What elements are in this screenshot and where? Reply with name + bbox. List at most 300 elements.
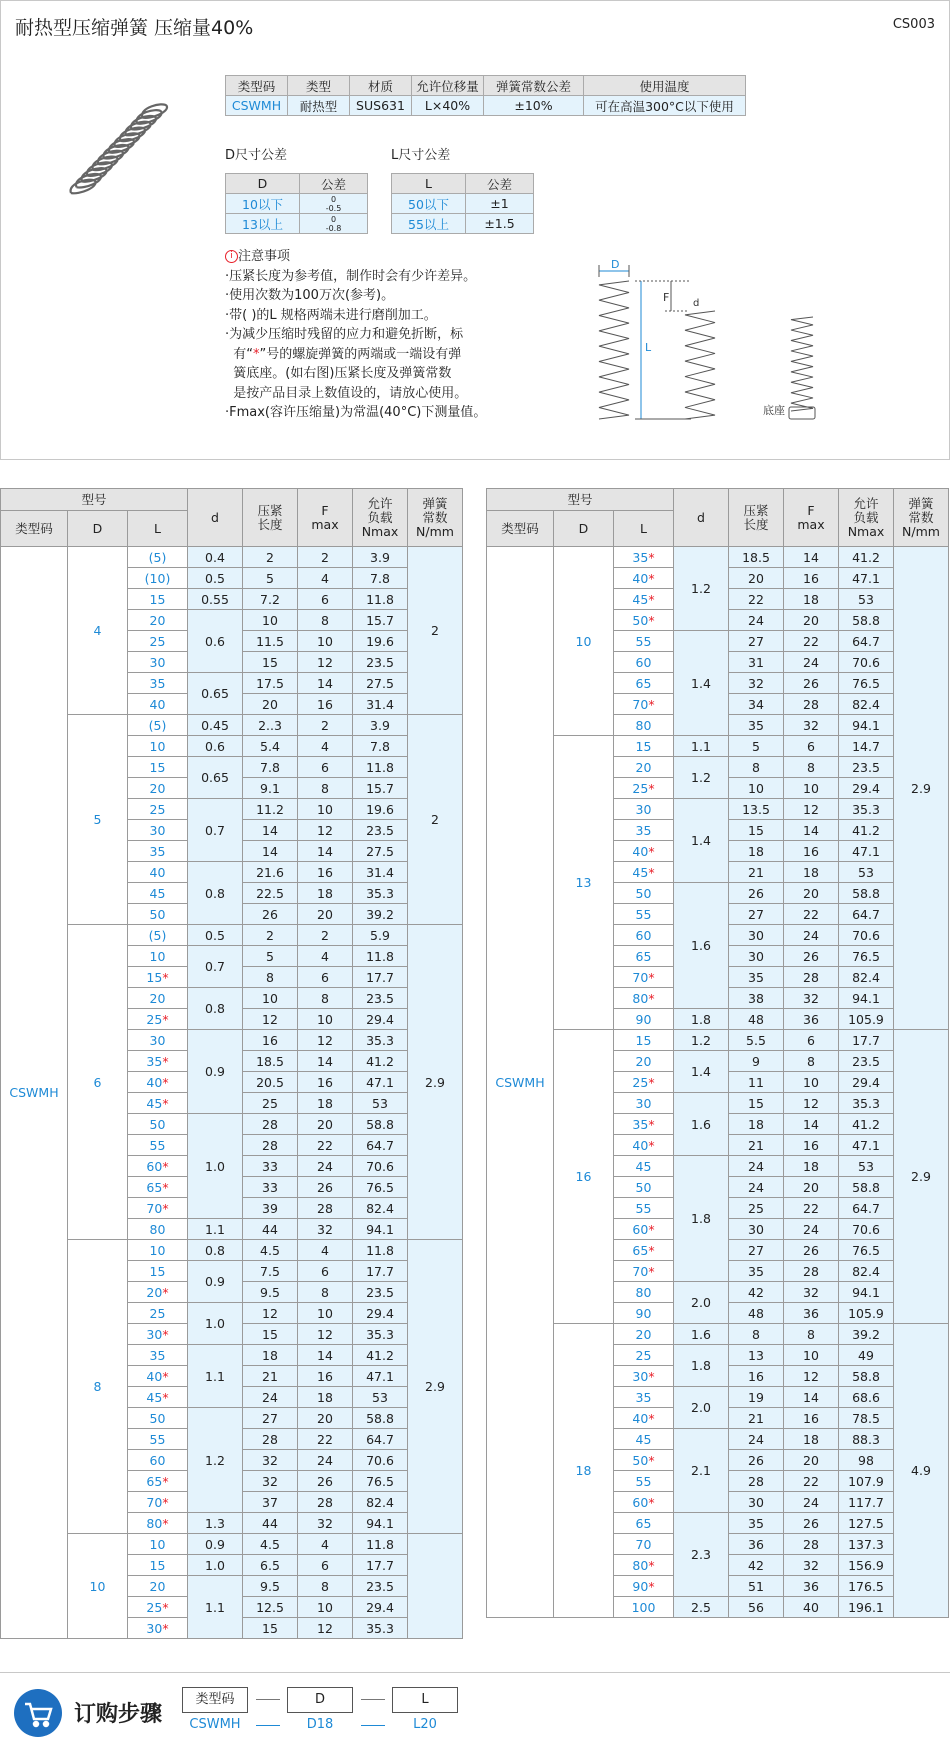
cell-solid-length: 19 xyxy=(729,1387,784,1408)
table-row xyxy=(1,1534,463,1555)
cell-fmax: 20 xyxy=(298,1114,353,1135)
cell-d: 0.5 xyxy=(188,925,243,946)
cell-nmax: 127.5 xyxy=(839,1513,894,1534)
order-steps xyxy=(0,1672,950,1747)
spec-table-right xyxy=(486,488,949,1618)
cell-d: 1.0 xyxy=(188,1114,243,1219)
cell-L: 65* xyxy=(128,1471,188,1492)
cell-L: 10 xyxy=(128,1534,188,1555)
cell-L: 25* xyxy=(128,1009,188,1030)
cell-fmax: 8 xyxy=(298,1282,353,1303)
cell-nmax: 23.5 xyxy=(353,988,408,1009)
header-D: D xyxy=(68,511,128,547)
cell-nmax: 76.5 xyxy=(353,1177,408,1198)
cell-L: 30 xyxy=(128,1030,188,1051)
cell-nmax: 94.1 xyxy=(839,988,894,1009)
cell-k: 4.9 xyxy=(894,1324,949,1618)
cell-nmax: 23.5 xyxy=(353,652,408,673)
cell-L: 55 xyxy=(614,904,674,925)
cell-d: 0.9 xyxy=(188,1030,243,1114)
cell-L: 45 xyxy=(614,1429,674,1450)
header-fmax: F max xyxy=(298,489,353,547)
cell-fmax: 4 xyxy=(298,1240,353,1261)
cell-solid-length: 37 xyxy=(243,1492,298,1513)
cell-fmax: 10 xyxy=(298,799,353,820)
cell-solid-length: 11.5 xyxy=(243,631,298,652)
cell-fmax: 8 xyxy=(298,988,353,1009)
cell-fmax: 14 xyxy=(784,820,839,841)
col-l: L xyxy=(392,174,466,194)
cell-fmax: 26 xyxy=(784,946,839,967)
cell-d: 1.8 xyxy=(674,1156,729,1282)
note-line: ·压紧长度为参考值，制作时会有少许差异。 xyxy=(225,268,477,284)
cell-L: 15 xyxy=(128,1555,188,1576)
cell-solid-length: 9.5 xyxy=(243,1282,298,1303)
cell-solid-length: 5 xyxy=(243,568,298,589)
cell-solid-length: 31 xyxy=(729,652,784,673)
cell-fmax: 8 xyxy=(298,1576,353,1597)
label-L: L xyxy=(645,341,652,354)
cell-fmax: 12 xyxy=(298,652,353,673)
cell-solid-length: 18 xyxy=(243,1345,298,1366)
cell-nmax: 53 xyxy=(353,1093,408,1114)
cell-solid-length: 28 xyxy=(243,1114,298,1135)
cell-L: 35 xyxy=(614,820,674,841)
cell-L: 30 xyxy=(128,820,188,841)
d-tolerance-title: D尺寸公差 xyxy=(225,148,288,163)
cell-nmax: 29.4 xyxy=(353,1009,408,1030)
table-row xyxy=(1,925,463,946)
cell-d: 1.2 xyxy=(188,1408,243,1513)
cell-L: 25* xyxy=(128,1597,188,1618)
cell-d: 0.5 xyxy=(188,568,243,589)
cell-L: 20 xyxy=(614,1324,674,1345)
col-tol: 公差 xyxy=(300,174,368,194)
cell-fmax: 6 xyxy=(784,1030,839,1051)
cell-nmax: 82.4 xyxy=(839,967,894,988)
cell-solid-length: 14 xyxy=(243,841,298,862)
cell-solid-length: 42 xyxy=(729,1282,784,1303)
header-D: D xyxy=(554,511,614,547)
cell-D: 10 xyxy=(554,547,614,736)
cell-d: 0.8 xyxy=(188,1240,243,1261)
cell-nmax: 70.6 xyxy=(839,925,894,946)
cell-nmax: 105.9 xyxy=(839,1303,894,1324)
cell-solid-length: 6.5 xyxy=(243,1555,298,1576)
spec-cell: L×40% xyxy=(412,96,484,116)
cell-nmax: 47.1 xyxy=(839,1135,894,1156)
cell-L: 35* xyxy=(614,547,674,568)
cell-fmax: 4 xyxy=(298,568,353,589)
cell-L: 20 xyxy=(128,610,188,631)
cell-type-code: CSWMH xyxy=(487,547,554,1618)
cell-fmax: 10 xyxy=(298,1009,353,1030)
cell-L: 25* xyxy=(614,778,674,799)
cell-L: 60* xyxy=(128,1156,188,1177)
cell-nmax: 53 xyxy=(839,862,894,883)
cell-fmax: 18 xyxy=(298,1093,353,1114)
order-value-type: CSWMH xyxy=(189,1717,241,1732)
cell-solid-length: 9.1 xyxy=(243,778,298,799)
cell-solid-length: 5.4 xyxy=(243,736,298,757)
cell-nmax: 39.2 xyxy=(839,1324,894,1345)
cell-d: 0.9 xyxy=(188,1534,243,1555)
header-type-code: 类型码 xyxy=(1,511,68,547)
cell-nmax: 29.4 xyxy=(353,1597,408,1618)
cell-solid-length: 2..3 xyxy=(243,715,298,736)
cell-D: 16 xyxy=(554,1030,614,1324)
cell-nmax: 58.8 xyxy=(839,1177,894,1198)
cell-nmax: 117.7 xyxy=(839,1492,894,1513)
spec-header: 弹簧常数公差 xyxy=(484,76,584,96)
cell-solid-length: 24 xyxy=(729,610,784,631)
cell-L: 40 xyxy=(128,862,188,883)
cell-nmax: 82.4 xyxy=(353,1198,408,1219)
cell-L: 50 xyxy=(128,904,188,925)
header-model: 型号 xyxy=(1,489,188,511)
cell-solid-length: 21 xyxy=(729,1408,784,1429)
cell-L: 30* xyxy=(128,1618,188,1639)
cell-k: 2 xyxy=(408,547,463,715)
cell-fmax: 20 xyxy=(784,883,839,904)
table-row xyxy=(487,547,949,568)
l-tol-value: ±1 xyxy=(466,194,534,214)
cell-nmax: 58.8 xyxy=(839,610,894,631)
cell-fmax: 26 xyxy=(298,1471,353,1492)
cell-fmax: 20 xyxy=(298,1408,353,1429)
cell-solid-length: 42 xyxy=(729,1555,784,1576)
cell-fmax: 28 xyxy=(298,1492,353,1513)
cell-fmax: 10 xyxy=(784,1345,839,1366)
cell-k: 2.9 xyxy=(894,1030,949,1324)
cell-solid-length: 24 xyxy=(243,1387,298,1408)
cell-fmax: 40 xyxy=(784,1597,839,1618)
cell-L: 25 xyxy=(128,1303,188,1324)
cell-fmax: 6 xyxy=(298,1261,353,1282)
cell-L: 55 xyxy=(128,1429,188,1450)
cell-nmax: 76.5 xyxy=(353,1471,408,1492)
cell-nmax: 7.8 xyxy=(353,736,408,757)
cell-L: 35* xyxy=(128,1051,188,1072)
spring-diagram xyxy=(591,251,831,431)
cell-nmax: 64.7 xyxy=(839,904,894,925)
cell-L: 90* xyxy=(614,1576,674,1597)
cell-fmax: 24 xyxy=(784,925,839,946)
cell-fmax: 4 xyxy=(298,736,353,757)
cell-d: 0.65 xyxy=(188,673,243,715)
cell-d: 1.1 xyxy=(188,1219,243,1240)
cell-solid-length: 5 xyxy=(243,946,298,967)
header-model: 型号 xyxy=(487,489,674,511)
cell-solid-length: 11.2 xyxy=(243,799,298,820)
cell-L: 25 xyxy=(128,631,188,652)
cell-solid-length: 24 xyxy=(729,1429,784,1450)
cell-fmax: 36 xyxy=(784,1303,839,1324)
cell-fmax: 8 xyxy=(784,757,839,778)
cell-L: 70* xyxy=(614,967,674,988)
cell-nmax: 94.1 xyxy=(353,1513,408,1534)
cell-solid-length: 20.5 xyxy=(243,1072,298,1093)
cell-nmax: 58.8 xyxy=(839,883,894,904)
cell-solid-length: 11 xyxy=(729,1072,784,1093)
cell-nmax: 41.2 xyxy=(353,1345,408,1366)
cell-solid-length: 15 xyxy=(243,1324,298,1345)
cell-nmax: 47.1 xyxy=(353,1366,408,1387)
cell-fmax: 14 xyxy=(298,1345,353,1366)
cell-fmax: 10 xyxy=(298,1303,353,1324)
cell-solid-length: 14 xyxy=(243,820,298,841)
cell-nmax: 23.5 xyxy=(353,1576,408,1597)
cell-L: 60* xyxy=(614,1492,674,1513)
order-title: 订购步骤 xyxy=(74,1702,163,1727)
cell-fmax: 16 xyxy=(784,841,839,862)
label-d: d xyxy=(693,298,700,309)
cell-L: 45* xyxy=(614,862,674,883)
cell-d: 2.5 xyxy=(674,1597,729,1618)
cell-fmax: 20 xyxy=(784,610,839,631)
cell-L: 35* xyxy=(614,1114,674,1135)
cell-L: 40 xyxy=(128,694,188,715)
cell-L: 50 xyxy=(128,1408,188,1429)
cell-nmax: 49 xyxy=(839,1345,894,1366)
cell-d: 0.55 xyxy=(188,589,243,610)
cell-L: 35 xyxy=(128,841,188,862)
cell-nmax: 29.4 xyxy=(839,778,894,799)
cell-nmax: 47.1 xyxy=(839,841,894,862)
cell-D: 6 xyxy=(68,925,128,1240)
cell-d: 1.1 xyxy=(674,736,729,757)
cell-solid-length: 33 xyxy=(243,1156,298,1177)
cell-nmax: 58.8 xyxy=(839,1366,894,1387)
cell-solid-length: 15 xyxy=(729,1093,784,1114)
cell-solid-length: 28 xyxy=(243,1135,298,1156)
cell-d: 0.8 xyxy=(188,988,243,1030)
cell-solid-length: 18.5 xyxy=(729,547,784,568)
cell-nmax: 98 xyxy=(839,1450,894,1471)
cell-L: 40* xyxy=(614,1135,674,1156)
l-tolerance-title: L尺寸公差 xyxy=(391,148,451,163)
cell-L: 40* xyxy=(614,841,674,862)
cell-solid-length: 22.5 xyxy=(243,883,298,904)
spec-cell: ±10% xyxy=(484,96,584,116)
cell-fmax: 18 xyxy=(784,589,839,610)
cell-fmax: 26 xyxy=(784,1240,839,1261)
cell-fmax: 12 xyxy=(784,1093,839,1114)
cell-nmax: 11.8 xyxy=(353,757,408,778)
cell-L: 15* xyxy=(128,967,188,988)
info-icon: i xyxy=(225,250,238,263)
cell-solid-length: 30 xyxy=(729,1219,784,1240)
cell-fmax: 22 xyxy=(298,1135,353,1156)
cell-type-code: CSWMH xyxy=(1,547,68,1639)
header-nmax: 允许 负载 Nmax xyxy=(353,489,408,547)
cell-solid-length: 21 xyxy=(243,1366,298,1387)
cell-L: 60 xyxy=(128,1450,188,1471)
cell-solid-length: 32 xyxy=(729,673,784,694)
cell-nmax: 64.7 xyxy=(839,631,894,652)
cell-nmax: 64.7 xyxy=(353,1429,408,1450)
cell-fmax: 26 xyxy=(298,1177,353,1198)
cell-nmax: 53 xyxy=(353,1387,408,1408)
cell-L: 65 xyxy=(614,673,674,694)
cell-k: 2.9 xyxy=(408,925,463,1240)
cell-solid-length: 39 xyxy=(243,1198,298,1219)
cell-fmax: 28 xyxy=(784,967,839,988)
cell-L: 20* xyxy=(128,1282,188,1303)
cell-L: 70* xyxy=(614,1261,674,1282)
cell-nmax: 53 xyxy=(839,589,894,610)
cell-nmax: 41.2 xyxy=(353,1051,408,1072)
cell-d: 0.4 xyxy=(188,547,243,568)
cell-fmax: 20 xyxy=(784,1450,839,1471)
table-row xyxy=(487,1324,949,1345)
cell-L: 70* xyxy=(614,694,674,715)
cell-d: 2.0 xyxy=(674,1282,729,1324)
cell-L: 45* xyxy=(128,1093,188,1114)
cell-fmax: 14 xyxy=(784,1114,839,1135)
note-line: ·Fmax(容许压缩量)为常温(40°C)下测量值。 xyxy=(225,405,487,420)
cell-solid-length: 32 xyxy=(243,1471,298,1492)
cell-solid-length: 35 xyxy=(729,967,784,988)
cell-L: 10 xyxy=(128,946,188,967)
cell-fmax: 16 xyxy=(298,1366,353,1387)
cell-d: 1.6 xyxy=(674,1093,729,1156)
cell-solid-length: 13 xyxy=(729,1345,784,1366)
cell-solid-length: 2 xyxy=(243,925,298,946)
cell-fmax: 16 xyxy=(298,862,353,883)
cell-nmax: 35.3 xyxy=(353,1030,408,1051)
cell-fmax: 20 xyxy=(784,1177,839,1198)
cell-fmax: 4 xyxy=(298,946,353,967)
cell-nmax: 31.4 xyxy=(353,694,408,715)
cell-L: 70 xyxy=(614,1534,674,1555)
cell-L: 35 xyxy=(128,1345,188,1366)
cell-solid-length: 20 xyxy=(243,694,298,715)
page-title: 耐热型压缩弹簧 压缩量40% xyxy=(15,17,254,39)
cell-d: 0.7 xyxy=(188,799,243,862)
cell-nmax: 70.6 xyxy=(839,1219,894,1240)
cell-nmax: 35.3 xyxy=(353,1324,408,1345)
cell-d: 2.1 xyxy=(674,1429,729,1513)
cell-d: 2.0 xyxy=(674,1387,729,1429)
cell-fmax: 12 xyxy=(298,820,353,841)
cell-nmax: 35.3 xyxy=(839,1093,894,1114)
table-row xyxy=(487,736,949,757)
cell-solid-length: 22 xyxy=(729,589,784,610)
cell-L: 100 xyxy=(614,1597,674,1618)
cell-fmax: 12 xyxy=(784,799,839,820)
cell-solid-length: 4.5 xyxy=(243,1534,298,1555)
cell-fmax: 24 xyxy=(784,1492,839,1513)
cell-L: 30* xyxy=(614,1366,674,1387)
cell-solid-length: 10 xyxy=(243,988,298,1009)
cell-nmax: 94.1 xyxy=(839,1282,894,1303)
product-code: CS003 xyxy=(892,17,935,32)
cell-solid-length: 20 xyxy=(729,568,784,589)
cell-L: 15 xyxy=(614,1030,674,1051)
order-label-l: L xyxy=(392,1687,458,1713)
cell-solid-length: 28 xyxy=(243,1429,298,1450)
cell-nmax: 31.4 xyxy=(353,862,408,883)
cell-nmax: 3.9 xyxy=(353,547,408,568)
cell-fmax: 36 xyxy=(784,1009,839,1030)
cell-L: 80* xyxy=(614,988,674,1009)
cell-L: 40* xyxy=(128,1072,188,1093)
cell-nmax: 27.5 xyxy=(353,673,408,694)
cell-L: 50 xyxy=(614,883,674,904)
cell-nmax: 11.8 xyxy=(353,946,408,967)
cell-solid-length: 27 xyxy=(729,1240,784,1261)
cell-L: 70* xyxy=(128,1492,188,1513)
cell-D: 5 xyxy=(68,715,128,925)
cell-L: 35 xyxy=(614,1387,674,1408)
spec-header: 材质 xyxy=(350,76,412,96)
header-solid-length: 压紧 长度 xyxy=(729,489,784,547)
cell-fmax: 18 xyxy=(298,1387,353,1408)
cell-solid-length: 12.5 xyxy=(243,1597,298,1618)
cell-solid-length: 30 xyxy=(729,1492,784,1513)
cell-fmax: 22 xyxy=(784,631,839,652)
note-line: 有“*”号的螺旋弹簧的两端或一端设有弹 xyxy=(225,346,462,362)
cell-fmax: 6 xyxy=(298,589,353,610)
cell-solid-length: 12 xyxy=(243,1303,298,1324)
label-D: D xyxy=(611,258,620,271)
cell-solid-length: 30 xyxy=(729,925,784,946)
cell-fmax: 8 xyxy=(298,610,353,631)
cell-solid-length: 9 xyxy=(729,1051,784,1072)
cell-d: 0.6 xyxy=(188,610,243,673)
cell-fmax: 14 xyxy=(784,1387,839,1408)
note-line: ·使用次数为100万次(参考)。 xyxy=(225,288,395,303)
cell-fmax: 32 xyxy=(784,715,839,736)
cell-solid-length: 18 xyxy=(729,1114,784,1135)
note-line: 是按产品目录上数值设的，请放心使用。 xyxy=(225,385,468,401)
cell-D: 4 xyxy=(68,547,128,715)
cell-L: 20 xyxy=(128,1576,188,1597)
cell-nmax: 29.4 xyxy=(353,1303,408,1324)
cell-d: 1.1 xyxy=(188,1576,243,1639)
cell-nmax: 5.9 xyxy=(353,925,408,946)
notes xyxy=(225,247,486,423)
cell-solid-length: 51 xyxy=(729,1576,784,1597)
cell-nmax: 11.8 xyxy=(353,1534,408,1555)
cell-L: 65* xyxy=(614,1240,674,1261)
cell-d: 1.0 xyxy=(188,1555,243,1576)
cell-nmax: 17.7 xyxy=(839,1030,894,1051)
l-tolerance-table xyxy=(391,173,534,234)
cell-L: 45 xyxy=(128,883,188,904)
cell-solid-length: 44 xyxy=(243,1513,298,1534)
cell-L: 55 xyxy=(614,1471,674,1492)
cell-L: 50 xyxy=(128,1114,188,1135)
cell-L: 25 xyxy=(614,1345,674,1366)
cell-d: 1.8 xyxy=(674,1345,729,1387)
cell-k: 2 xyxy=(408,715,463,925)
cell-fmax: 24 xyxy=(784,1219,839,1240)
cell-nmax: 17.7 xyxy=(353,1555,408,1576)
cell-solid-length: 56 xyxy=(729,1597,784,1618)
spec-cell: SUS631 xyxy=(350,96,412,116)
header-nmax: 允许 负载 Nmax xyxy=(839,489,894,547)
cell-solid-length: 24 xyxy=(729,1177,784,1198)
cell-L: (10) xyxy=(128,568,188,589)
cell-solid-length: 9.5 xyxy=(243,1576,298,1597)
cell-fmax: 4 xyxy=(298,1534,353,1555)
cell-L: 20 xyxy=(614,757,674,778)
cell-nmax: 41.2 xyxy=(839,820,894,841)
note-line: ·带( )的L 规格两端未进行磨削加工。 xyxy=(225,307,437,323)
cell-L: 60 xyxy=(614,925,674,946)
